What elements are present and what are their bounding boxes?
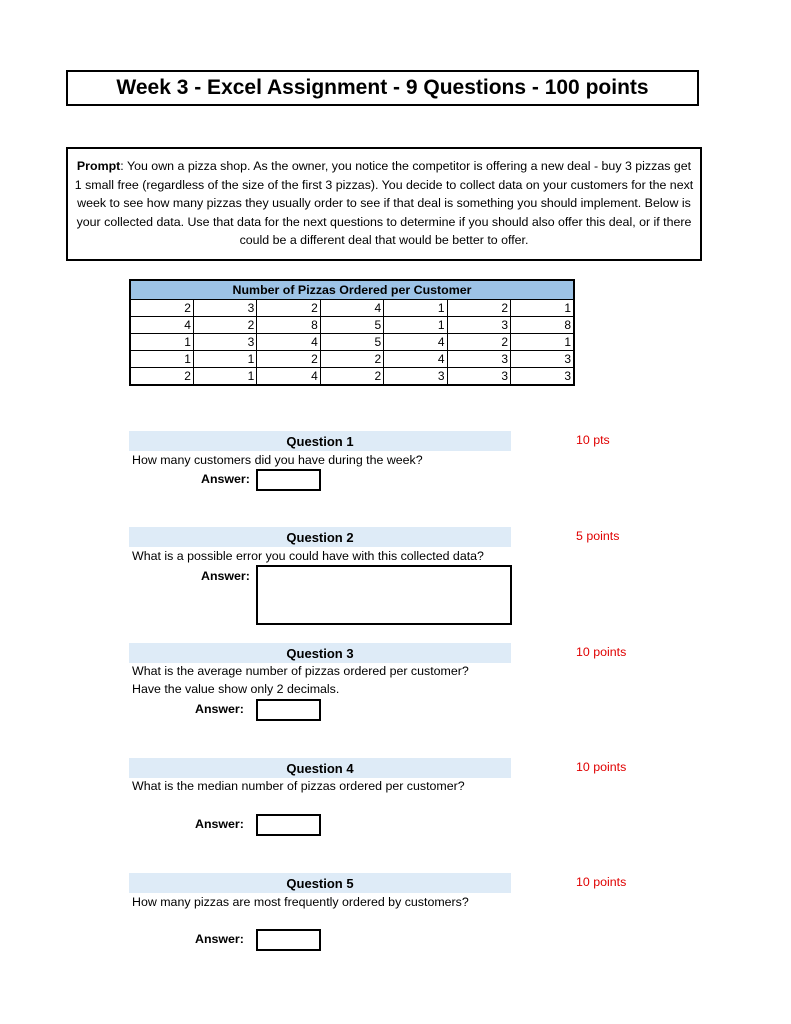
question-4-header: Question 4	[129, 758, 511, 778]
table-cell: 1	[193, 351, 256, 368]
table-row	[130, 300, 574, 317]
table-cell: 2	[257, 300, 320, 317]
question-1-text: How many customers did you have during the week?	[132, 453, 423, 467]
table-cell: 3	[447, 351, 510, 368]
assignment-title: Week 3 - Excel Assignment - 9 Questions - 100 points	[66, 70, 699, 106]
question-1-answer-label: Answer:	[201, 472, 250, 486]
table-cell: 2	[447, 334, 510, 351]
table-cell: 2	[447, 300, 510, 317]
question-3-text-line-2: Have the value show only 2 decimals.	[132, 682, 340, 696]
prompt-text: : You own a pizza shop. As the owner, you notice the competitor is offering a new deal - buy 3 pizzas get 1 small free (regardless of the size of the first 3 pizzas). You decide to collect data on your customers for the next week to see how many pizzas they usually order to see if that deal is something you should implement. Below is your collected data. Use that data for the next questions to determine if you should also offer this deal, or if there could be a different deal that would be better to offer.	[74, 159, 694, 248]
table-header: Number of Pizzas Ordered per Customer	[130, 280, 574, 300]
table-cell: 2	[193, 317, 256, 334]
question-2-answer-label: Answer:	[201, 569, 250, 583]
prompt-box	[66, 147, 702, 261]
question-4-answer-label: Answer:	[195, 817, 244, 831]
table-row	[130, 368, 574, 385]
table-cell: 3	[447, 368, 510, 385]
question-2-header: Question 2	[129, 527, 511, 547]
question-2-text: What is a possible error you could have with this collected data?	[132, 549, 484, 563]
question-2-answer-box[interactable]	[256, 565, 512, 625]
table-cell: 4	[257, 334, 320, 351]
question-3-points: 10 points	[576, 645, 627, 659]
question-4-points: 10 points	[576, 760, 627, 774]
table-row	[130, 334, 574, 351]
table-cell: 1	[511, 300, 574, 317]
question-5-points: 10 points	[576, 875, 627, 889]
question-4-text: What is the median number of pizzas ordered per customer?	[132, 779, 465, 793]
table-cell: 1	[130, 334, 193, 351]
table-row	[130, 351, 574, 368]
table-cell: 4	[384, 351, 447, 368]
table-cell: 2	[320, 368, 383, 385]
table-cell: 1	[193, 368, 256, 385]
table-cell: 3	[511, 351, 574, 368]
table-cell: 2	[130, 368, 193, 385]
table-body	[130, 300, 574, 385]
question-5-text: How many pizzas are most frequently ordered by customers?	[132, 895, 469, 909]
table-cell: 1	[384, 300, 447, 317]
table-cell: 3	[511, 368, 574, 385]
table-cell: 1	[511, 334, 574, 351]
table-cell: 2	[320, 351, 383, 368]
table-cell: 8	[511, 317, 574, 334]
question-5-answer-box[interactable]	[256, 929, 321, 951]
table-cell: 8	[257, 317, 320, 334]
question-4-answer-box[interactable]	[256, 814, 321, 836]
prompt-label: Prompt	[76, 159, 121, 173]
table-cell: 2	[130, 300, 193, 317]
pizza-data-table	[129, 279, 575, 386]
question-3-header: Question 3	[129, 643, 511, 663]
question-2-points: 5 points	[576, 529, 620, 543]
table-cell: 3	[193, 300, 256, 317]
question-3-answer-box[interactable]	[256, 699, 321, 721]
question-3-text-line-1: What is the average number of pizzas ordered per customer?	[132, 664, 469, 678]
table-cell: 4	[130, 317, 193, 334]
table-cell: 4	[320, 300, 383, 317]
question-1-header: Question 1	[129, 431, 511, 451]
table-cell: 4	[257, 368, 320, 385]
table-cell: 1	[130, 351, 193, 368]
question-5-answer-label: Answer:	[195, 932, 244, 946]
table-cell: 5	[320, 317, 383, 334]
question-5-header: Question 5	[129, 873, 511, 893]
table-cell: 5	[320, 334, 383, 351]
table-row	[130, 317, 574, 334]
question-3-answer-label: Answer:	[195, 702, 244, 716]
table-cell: 3	[384, 368, 447, 385]
table-cell: 3	[193, 334, 256, 351]
question-1-answer-box[interactable]	[256, 469, 321, 491]
table-cell: 4	[384, 334, 447, 351]
table-cell: 2	[257, 351, 320, 368]
table-cell: 1	[384, 317, 447, 334]
table-cell: 3	[447, 317, 510, 334]
question-1-points: 10 pts	[576, 433, 610, 447]
